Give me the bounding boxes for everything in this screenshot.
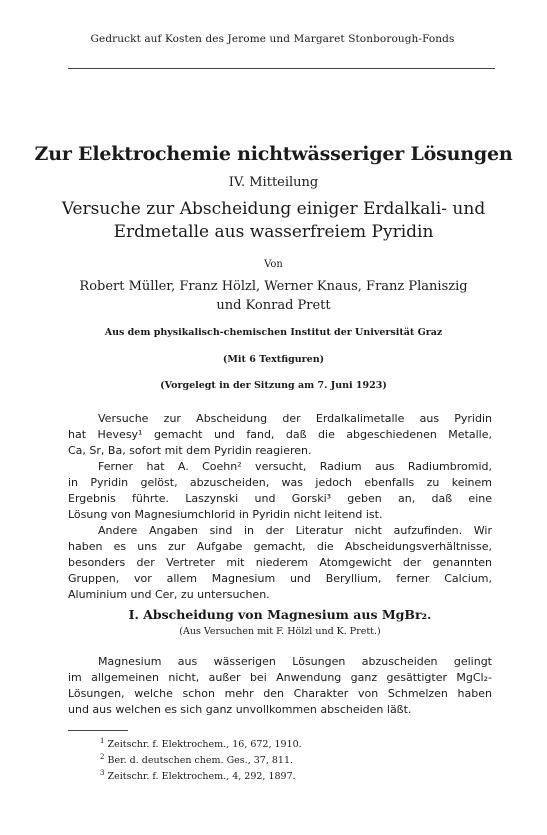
section-subheading: (Aus Versuchen mit F. Hölzl und K. Prett.) — [179, 626, 381, 637]
body-line: Lösungen, welche schon mehr den Charakter von Schmelzen haben — [68, 687, 492, 700]
footnote-text: Zeitschr. f. Elektrochem., 16, 672, 1910. — [107, 739, 302, 751]
header-rule — [68, 68, 495, 69]
authors — [40, 277, 507, 315]
footnote-text: Ber. d. deutschen chem. Ges., 37, 811. — [107, 755, 294, 767]
body-line: in Pyridin gelöst, abzuscheiden, was jedoch ebenfalls zu keinem — [68, 476, 492, 489]
body-line: Aluminium und Cer, zu untersuchen. — [68, 588, 270, 601]
authors-line: und Konrad Prett — [216, 298, 331, 313]
body-line: Gruppen, vor allem Magnesium und Beryllium, ferner Calcium, — [68, 572, 492, 585]
body-line: haben es uns zur Aufgabe gemacht, die Abscheidungsverhältnisse, — [68, 540, 492, 553]
body-line: Magnesium aus wässerigen Lösungen abzuscheiden gelingt — [98, 655, 492, 668]
body-line: Ergebnis führte. Laszynski und Gorski³ geben an, daß eine — [68, 492, 492, 505]
footnote — [100, 753, 293, 766]
article-subtitle — [40, 198, 507, 244]
body-line: besonders der Vertreter mit niederem Atomgewicht der genannten — [68, 556, 492, 569]
footnote-mark: 2 — [100, 753, 105, 761]
footnote-mark: 1 — [100, 737, 105, 745]
subtitle-line: Erdmetalle aus wasserfreiem Pyridin — [113, 222, 434, 242]
footnote-text: Zeitschr. f. Elektrochem., 4, 292, 1897. — [107, 771, 296, 783]
by-label: Von — [264, 259, 283, 270]
footnote — [100, 769, 296, 782]
footnote — [100, 737, 302, 750]
article-part: IV. Mitteilung — [228, 175, 319, 190]
footnote-mark: 3 — [100, 769, 105, 777]
subtitle-line: Versuche zur Abscheidung einiger Erdalkali- und — [61, 199, 486, 219]
figure-count: (Mit 6 Textfiguren) — [222, 354, 325, 365]
institute: Aus dem physikalisch-chemischen Institut der Universität Graz — [104, 327, 443, 338]
body-line: im allgemeinen nicht, außer bei Anwendung ganz gesättigter MgCl₂- — [68, 671, 492, 684]
footnote-rule — [68, 730, 128, 731]
body-line: und aus welchen es sich ganz unvollkommen abscheiden läßt. — [68, 703, 412, 716]
printing-note: Gedruckt auf Kosten des Jerome und Margaret Stonborough-Fonds — [90, 33, 455, 45]
presented-date: (Vorgelegt in der Sitzung am 7. Juni 1923) — [160, 380, 387, 391]
article-title: Zur Elektrochemie nichtwässeriger Lösungen — [34, 143, 513, 165]
body-line: Ferner hat A. Coehn² versucht, Radium aus Radiumbromid, — [98, 460, 492, 473]
body-line: Ca, Sr, Ba, sofort mit dem Pyridin reagieren. — [68, 444, 312, 457]
body-line: hat Hevesy¹ gemacht und fand, daß die abgeschiedenen Metalle, — [68, 428, 492, 441]
body-line: Andere Angaben sind in der Literatur nicht aufzufinden. Wir — [98, 524, 492, 537]
body-line: Versuche zur Abscheidung der Erdalkalimetalle aus Pyridin — [98, 412, 492, 425]
authors-line: Robert Müller, Franz Hölzl, Werner Knaus, Franz Planiszig — [79, 279, 468, 294]
body-line: Lösung von Magnesiumchlorid in Pyridin nicht leitend ist. — [68, 508, 383, 521]
section-heading: I. Abscheidung von Magnesium aus MgBr₂. — [128, 607, 432, 622]
